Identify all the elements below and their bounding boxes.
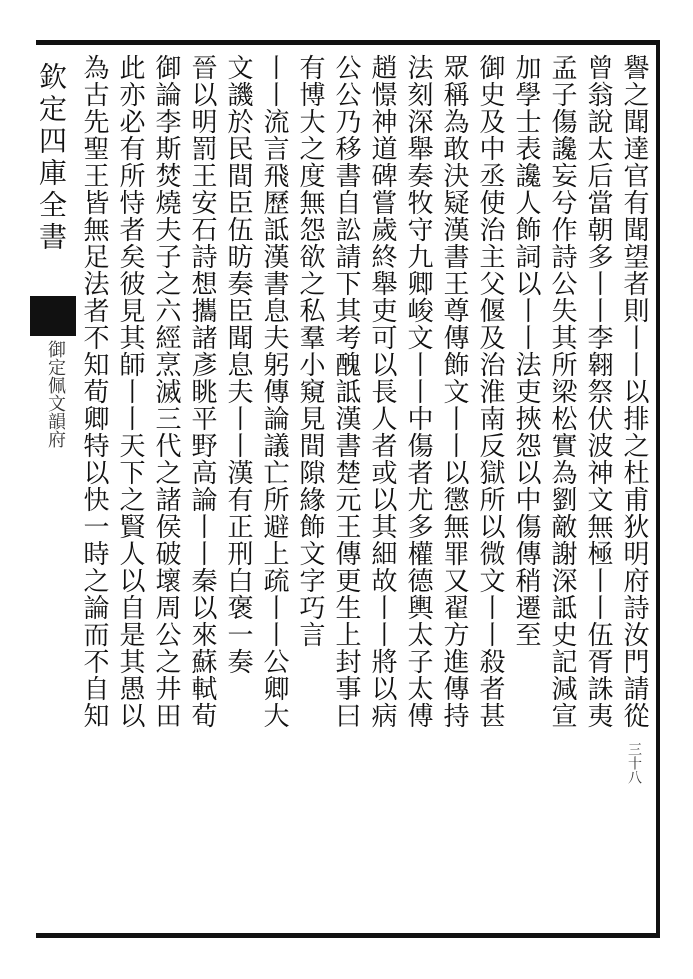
text-column: 趙憬神道碑嘗歲終舉吏可以長人者或以其細故丨丨將以病: [367, 54, 397, 729]
text-column: 丨丨流言飛歷詆漢書息夫躬傳論議亡所避上疏丨丨公卿大: [259, 54, 289, 729]
text-column: 御論李斯焚燒夫子之六經烹滅三代之諸侯破壞周公之井田: [151, 54, 181, 729]
text-column: 法刻深舉奏牧守九卿峻文丨丨中傷者尤多權德輿太子太傅: [403, 54, 433, 729]
book-title: 欽定四庫全書: [35, 62, 68, 254]
text-column: 眾稱為敢決疑漢書王尊傳飾文丨丨以懲無罪又翟方進傳持: [439, 54, 469, 729]
text-column: 譽之聞達官有聞望者則丨丨以排之杜甫狄明府詩汝門請從: [619, 54, 649, 729]
fishtail-mark: [30, 296, 76, 336]
book-subtitle: 御定佩文韻府: [45, 340, 66, 448]
text-column: 文譏於民間臣伍昉奏臣聞息夫丨丨漢有正刑白褒一奏: [223, 54, 253, 675]
text-column: 加學士表讒人飾詞以丨丨法吏挾怨以中傷傳稍遷至: [511, 54, 541, 648]
text-column: 孟子傷讒妄兮作詩公失其所梁松實為劉敵謝深詆史記減宣: [547, 54, 577, 729]
text-column: 御史及中丞使治主父偃及治淮南反獄所以微文丨丨殺者甚: [475, 54, 505, 729]
text-column: 晉以明罰王安石詩想攜諸彥眺平野高論丨丨秦以來蘇軾荀: [187, 54, 217, 729]
text-column: 此亦必有所恃者矣彼見其師丨丨天下之賢人以自是其愚以: [115, 54, 145, 729]
text-column: 有博大之度無怨欲之私羣小窺見間隙緣飾文字巧言: [295, 54, 325, 648]
page-number: 三十八: [626, 742, 642, 784]
text-column: 公公乃移書自訟請下其考醜詆漢書楚元王傳更生上封事曰: [331, 54, 361, 729]
text-column: 曾翁說太后當朝多丨丨李翱祭伏波神文無極丨丨伍胥誅夷: [583, 54, 613, 729]
text-column: 為古先聖王皆無足法者不知荀卿特以快一時之論而不自知: [79, 54, 109, 729]
